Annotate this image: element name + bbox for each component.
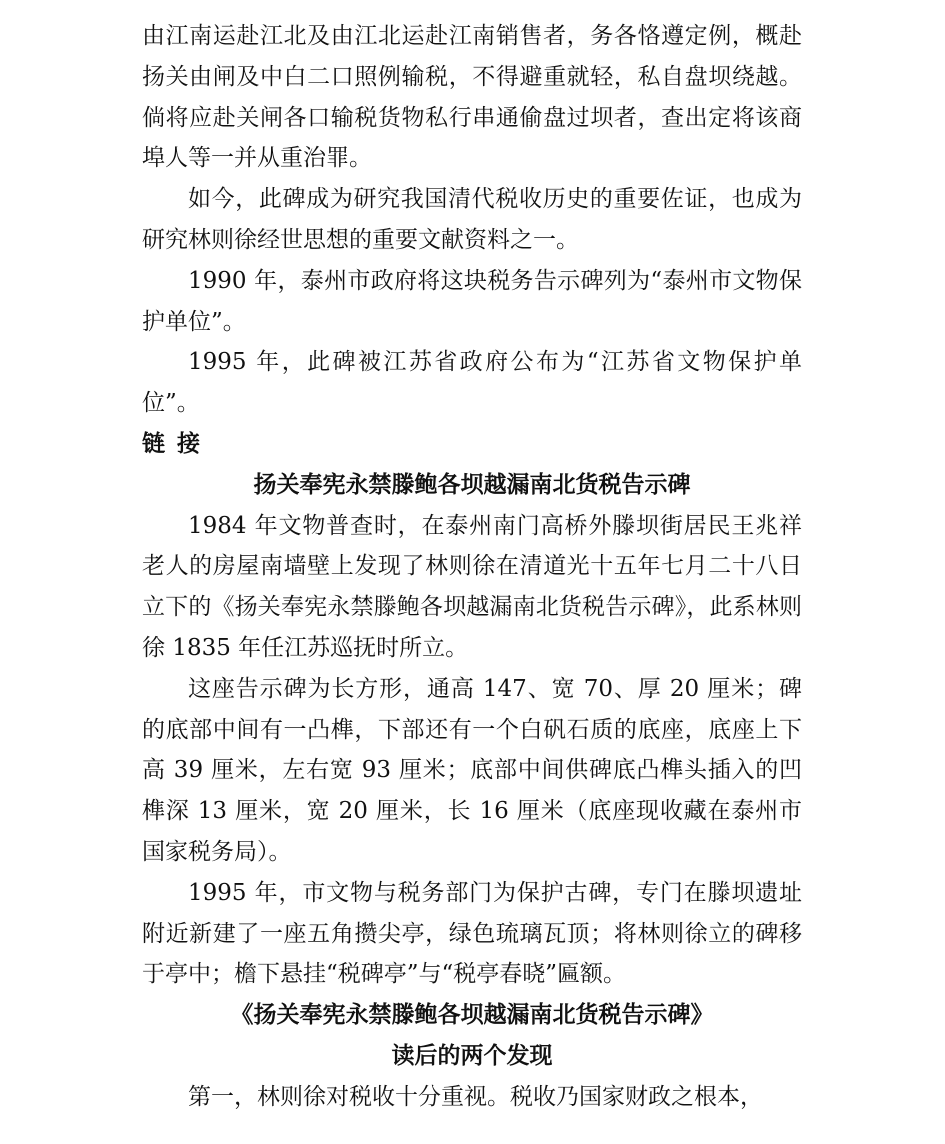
link-label: 链接 [142, 429, 212, 457]
body-paragraph: 1995 年，此碑被江苏省政府公布为“江苏省文物保护单位”。 [142, 349, 802, 417]
link-paragraph: 1984 年文物普查时，在泰州南门高桥外滕坝街居民王兆祥老人的房屋南墙壁上发现了林则徐在清道光十五年七月二十八日立下的《扬关奉宪永禁滕鲍各坝越漏南北货税告示碑》，此系林则徐 1835 年任江苏巡抚时所立。 [142, 512, 802, 661]
link-paragraph: 这座告示碑为长方形，通高 147、宽 70、厚 20 厘米；碑的底部中间有一凸榫，下部还有一个白矾石质的底座，底座上下高 39 厘米，左右宽 93 厘米；底部中间供碑底凸榫头插入的凹榫深 13 厘米，宽 20 厘米，长 16 厘米（底座现收藏在泰州市国家税务局）。 [142, 675, 802, 865]
body-paragraph: 由江南运赴江北及由江北运赴江南销售者，务各恪遵定例，概赴扬关由闸及中白二口照例输税，不得避重就轻，私自盘坝绕越。倘将应赴关闸各口输税货物私行串通偷盘过坝者，查出定将该商埠人等一并从重治罪。 [142, 23, 802, 172]
section-title: 《扬关奉宪永禁滕鲍各坝越漏南北货税告示碑》 [230, 1001, 714, 1029]
body-paragraph: 1990 年，泰州市政府将这块税务告示碑列为“泰州市文物保护单位”。 [142, 267, 802, 335]
section-subtitle: 读后的两个发现 [391, 1041, 553, 1069]
link-paragraph: 1995 年，市文物与税务部门为保护古碑，专门在滕坝遗址附近新建了一座五角攒尖亭，绿色琉璃瓦顶；将林则徐立的碑移于亭中；檐下悬挂“税碑亭”与“税亭春晓”匾额。 [142, 879, 802, 988]
body-paragraph: 如今，此碑成为研究我国清代税收历史的重要佐证，也成为研究林则徐经世思想的重要文献资料之一。 [142, 186, 802, 253]
body-paragraph: 第一，林则徐对税收十分重视。税收乃国家财政之根本， [188, 1083, 763, 1110]
document-page [142, 16, 802, 1118]
link-title: 扬关奉宪永禁滕鲍各坝越漏南北货税告示碑 [253, 470, 691, 498]
